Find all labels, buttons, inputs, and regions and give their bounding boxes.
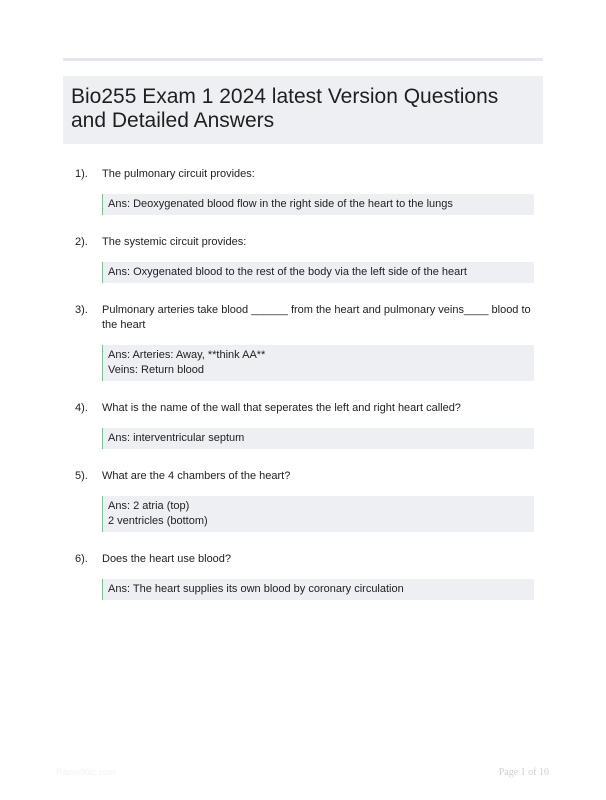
question-text: The systemic circuit provides: xyxy=(102,236,247,248)
question-item xyxy=(63,397,543,449)
question-text: What is the name of the wall that seperates the left and right heart called? xyxy=(102,402,461,414)
question-number: 6). xyxy=(75,553,88,565)
question-number: 5). xyxy=(75,470,88,482)
answer-box: Ans: Arteries: Away, **think AA** Veins: Return blood xyxy=(102,345,534,381)
question-item xyxy=(63,465,543,532)
question-list xyxy=(63,163,543,616)
page-number: Page 1 of 10 xyxy=(498,767,549,778)
question-number: 3). xyxy=(75,304,88,316)
question-item xyxy=(63,163,543,215)
answer-box: Ans: interventricular septum xyxy=(102,428,534,449)
question-number: 2). xyxy=(75,236,88,248)
footer-watermark: Paper9tiic.com xyxy=(56,767,116,777)
document-title: Bio255 Exam 1 2024 latest Version Questions and Detailed Answers xyxy=(71,85,499,132)
title-banner xyxy=(63,76,543,144)
question-text: Pulmonary arteries take blood ______ from the heart and pulmonary veins____ blood to the heart xyxy=(102,304,531,331)
question-number: 4). xyxy=(75,402,88,414)
answer-box: Ans: Deoxygenated blood flow in the right side of the heart to the lungs xyxy=(102,194,534,215)
question-item xyxy=(63,548,543,600)
answer-box: Ans: The heart supplies its own blood by coronary circulation xyxy=(102,579,534,600)
question-item xyxy=(63,299,543,381)
question-number: 1). xyxy=(75,168,88,180)
answer-box: Ans: Oxygenated blood to the rest of the body via the left side of the heart xyxy=(102,262,534,283)
answer-box: Ans: 2 atria (top) 2 ventricles (bottom) xyxy=(102,496,534,532)
question-text: What are the 4 chambers of the heart? xyxy=(102,470,291,482)
question-item xyxy=(63,231,543,283)
question-text: The pulmonary circuit provides: xyxy=(102,168,255,180)
question-text: Does the heart use blood? xyxy=(102,553,232,565)
top-divider xyxy=(63,58,543,61)
